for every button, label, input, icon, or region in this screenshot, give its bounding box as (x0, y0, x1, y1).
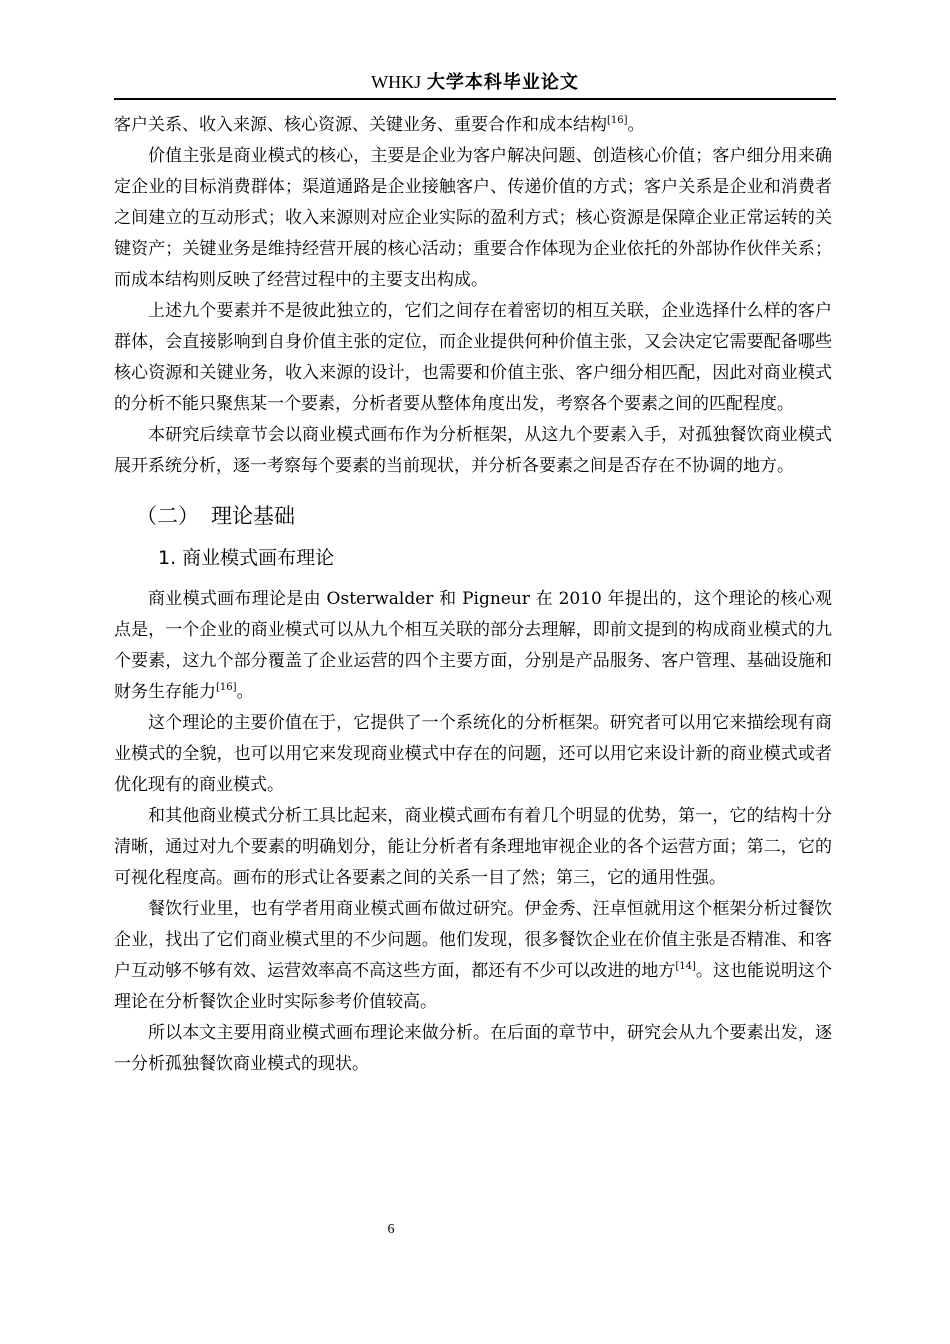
paragraph-9: 所以本文主要用商业模式画布理论来做分析。在后面的章节中，研究会从九个要素出发，逐一分析孤独餐饮商业模式的现状。 (114, 1023, 832, 1074)
paragraph-2: 价值主张是商业模式的核心，主要是企业为客户解决问题、创造核心价值；客户细分用来确定企业的目标消费群体；渠道通路是企业接触客户、传递价值的方式；客户关系是企业和消费者之间建立的互动形式；收入来源则对应企业实际的盈利方式；核心资源是保障企业正常运转的关键资产；关键业务是维持经营开展的核心活动；重要合作体现为企业依托的外部协作伙伴关系；而成本结构则反映了经营过程中的主要支出构成。 (114, 146, 832, 290)
paragraph-8: 餐饮行业里，也有学者用商业模式画布做过研究。伊金秀、汪卓恒就用这个框架分析过餐饮企业，找出了它们商业模式里的不少问题。他们发现，很多餐饮企业在价值主张是否精准、和客户互动够不够有效、运营效率高不高这些方面，都还有不少可以改进的地方[14]。这也能说明这个理论在分析餐饮企业时实际参考价值较高。 (114, 899, 833, 1012)
subsection-heading (158, 544, 832, 572)
paragraph-3: 上述九个要素并不是彼此独立的，它们之间存在着密切的相互关联，企业选择什么样的客户群体，会直接影响到自身价值主张的定位，而企业提供何种价值主张，又会决定它需要配备哪些核心资源和关键业务，收入来源的设计，也需要和价值主张、客户细分相匹配，因此对商业模式的分析不能只聚焦某一个要素，分析者要从整体角度出发，考察各个要素之间的匹配程度。 (114, 301, 832, 414)
section-number: （二） (136, 504, 199, 528)
section-heading (136, 502, 832, 530)
paragraph-7: 和其他商业模式分析工具比起来，商业模式画布有着几个明显的优势，第一，它的结构十分清晰，通过对九个要素的明确划分，能让分析者有条理地审视企业的各个运营方面；第二，它的可视化程度高。画布的形式让各要素之间的关系一目了然；第三，它的通用性强。 (114, 806, 832, 888)
header-school-code: WHKJ (371, 72, 422, 92)
header-rule (114, 98, 836, 100)
paragraph-1: 客户关系、收入来源、核心资源、关键业务、重要合作和成本结构[16]。 (114, 115, 645, 135)
header-title: 大学本科毕业论文 (426, 72, 579, 93)
citation-16: [16] (216, 682, 237, 693)
citation-14: [14] (675, 961, 696, 972)
paragraph-4: 本研究后续章节会以商业模式画布作为分析框架，从这九个要素入手，对孤独餐饮商业模式展开系统分析，逐一考察每个要素的当前现状，并分析各要素之间是否存在不协调的地方。 (114, 425, 832, 476)
subsection-title: 商业模式画布理论 (182, 547, 335, 569)
paragraph-6: 这个理论的主要价值在于，它提供了一个系统化的分析框架。研究者可以用它来描绘现有商业模式的全貌，也可以用它来发现商业模式中存在的问题，还可以用它来设计新的商业模式或者优化现有的商业模式。 (114, 713, 832, 795)
subsection-number: 1. (158, 547, 177, 569)
page-number: 6 (387, 1222, 395, 1237)
paragraph-5: 商业模式画布理论是由 Osterwalder 和 Pigneur 在 2010 年提出的，这个理论的核心观点是，一个企业的商业模式可以从九个相互关联的部分去理解，即前文提到的构成商业模式的九个要素，这九个部分覆盖了企业运营的四个主要方面，分别是产品服务、客户管理、基础设施和财务生存能力[16]。 (114, 589, 832, 702)
running-header (114, 68, 836, 97)
body-text (114, 110, 832, 1080)
citation-16: [16] (607, 115, 628, 126)
section-title: 理论基础 (211, 504, 295, 528)
